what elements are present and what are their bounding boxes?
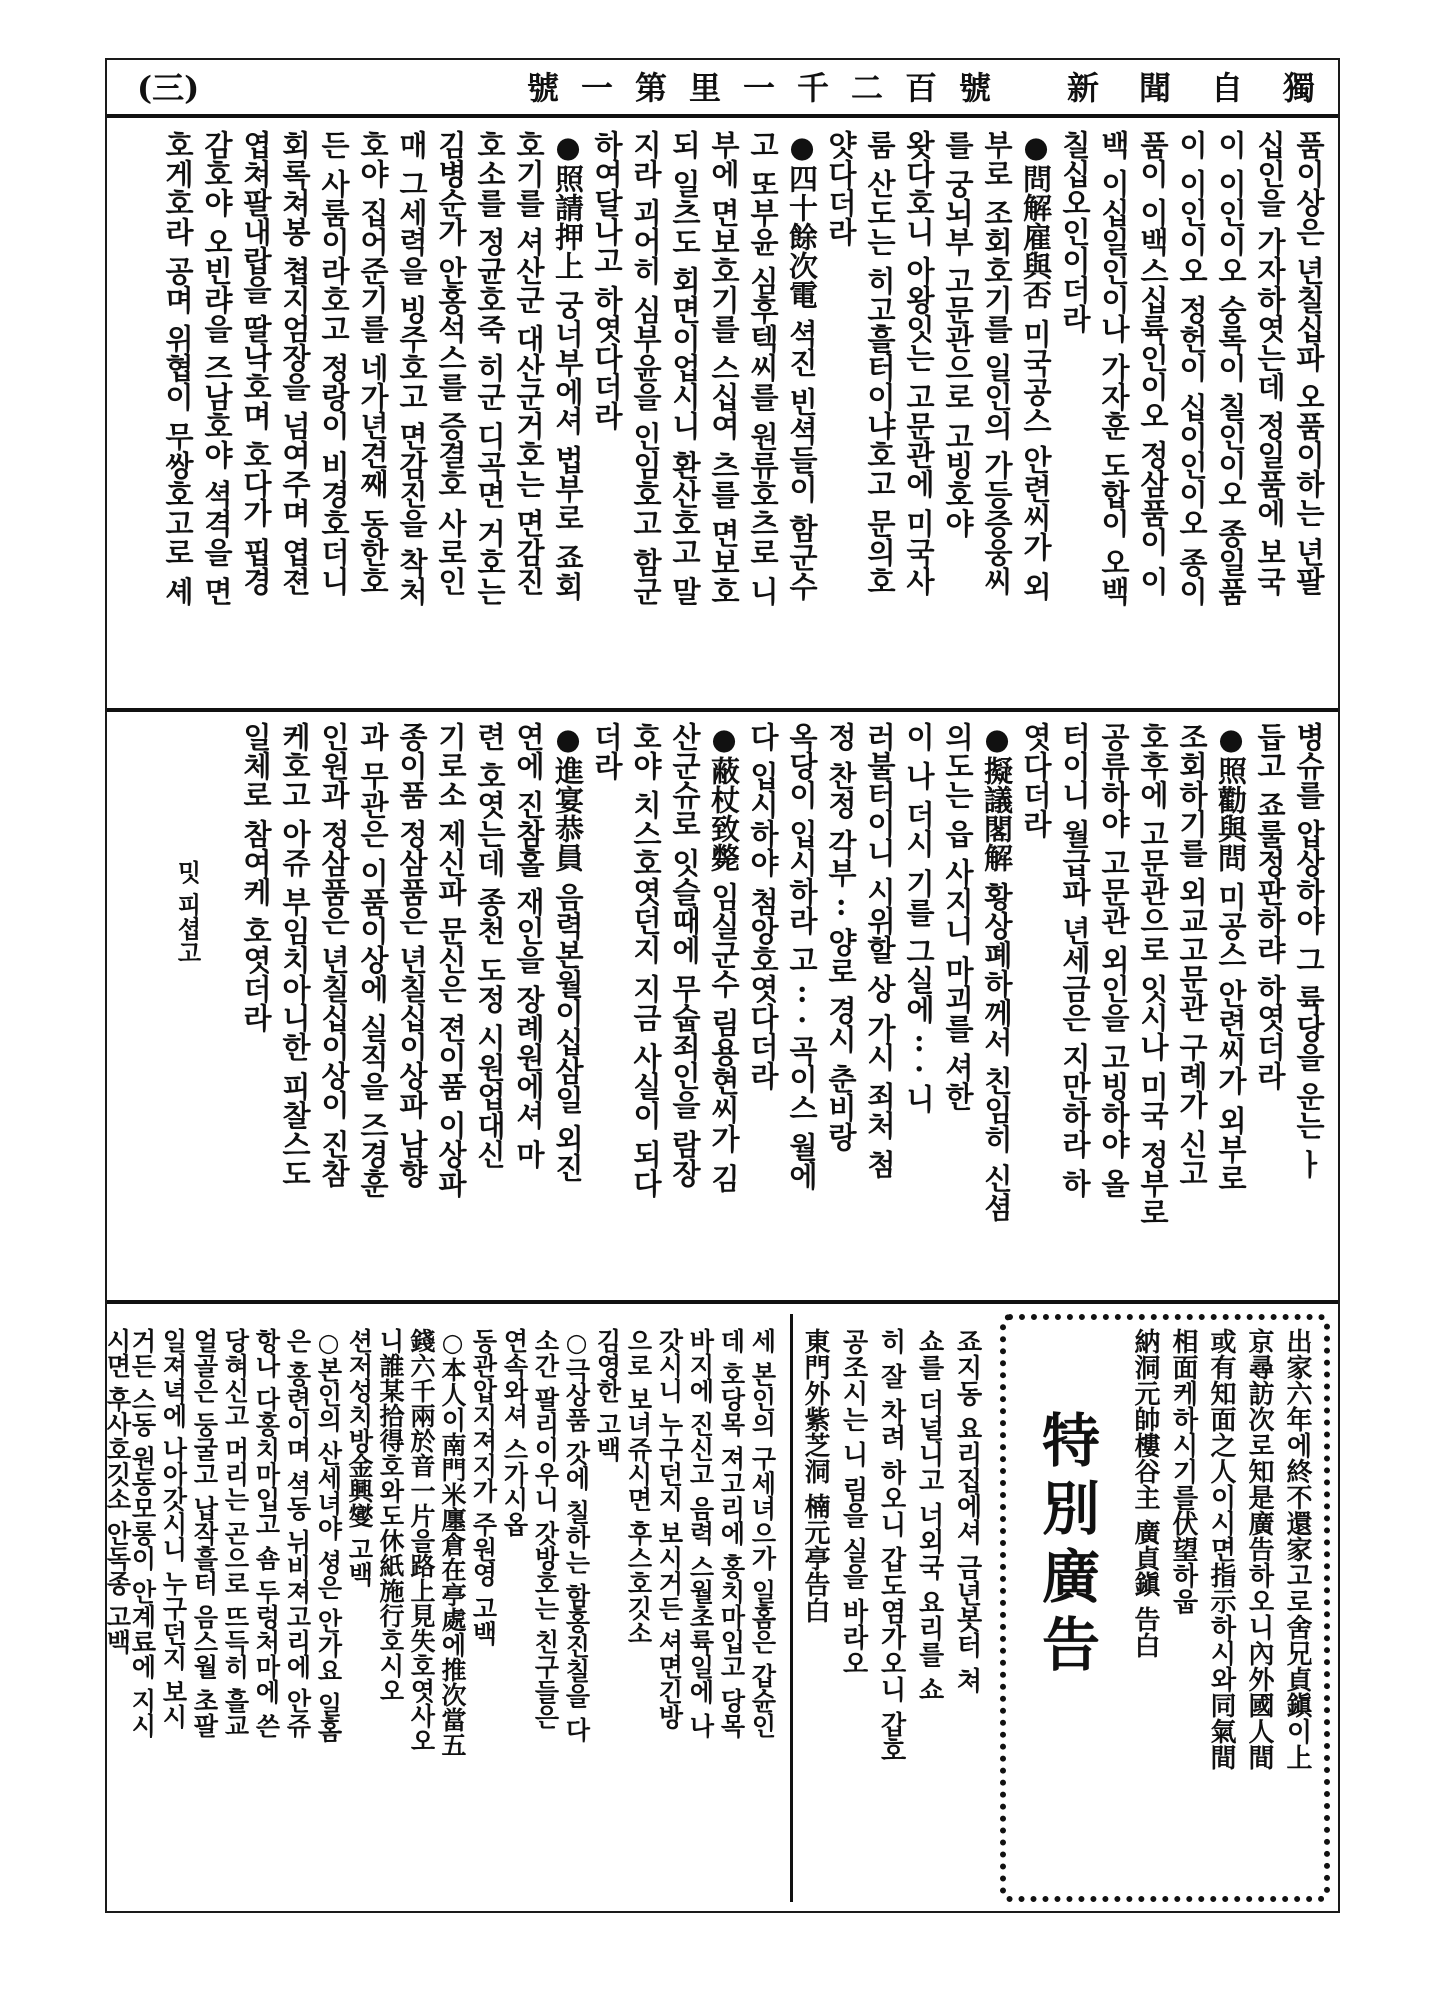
classified-ad-signature: 션저성치방金興燮 고백: [345, 1328, 374, 1587]
article-column: 품이 이백스십륙인이오 정삼품이 이: [1136, 130, 1170, 596]
column-divider: [790, 1314, 793, 1902]
article-column: 부로 조회호기를 일인의 가등증웅씨: [980, 130, 1014, 596]
classified-ad-text: 거든 스동 원동모롱이 안계료에 지시: [128, 1328, 157, 1738]
article-column: 조회하기를 외교고문관 구례가 신고: [1175, 722, 1209, 1188]
classified-ad-text: 바지에 진신고 음력 스월초륙일에 나: [686, 1328, 715, 1738]
restaurant-ad-text: 공조시는 니 림을 실을 바라오: [838, 1328, 868, 1677]
masthead: [107, 60, 1356, 118]
special-ad-text: 出家六年에終不還家고로舍兄貞鎭이上: [1282, 1328, 1312, 1770]
article-column: 종이품 정삼품은 년칠십이상파 남향: [395, 722, 429, 1188]
section-divider-middle: [107, 1300, 1338, 1304]
special-ad-title: 特別廣告: [1032, 1410, 1100, 1682]
article-column: 일체로 참여케 호엿더라: [239, 722, 273, 1033]
article-column: 매 그세력을 빙주호고 면감진을 착처: [395, 130, 429, 606]
article-column: 엽쳐팔내랍을 딸낙호며 호다가 핍경: [239, 130, 273, 596]
article-headline: ●蔽杖致斃 임실군수 림용현씨가 김: [707, 722, 741, 1193]
special-ad-text: 京尋訪次로知是廣告하오니內外國人間: [1244, 1328, 1274, 1770]
article-column: 병슈를 압상하야 그 륙당을 운는 ㅏ: [1292, 722, 1326, 1179]
article-column: 듭고 죠룰정판하랴 하엿더라: [1253, 722, 1287, 1091]
classified-ad-text: 니誰某拾得호와도休紙施行호시오: [376, 1328, 405, 1703]
classified-ad-text: ○본인의 산세녀야 셩은 안가요 일홈: [314, 1328, 343, 1742]
restaurant-ad-signature: 東門外紫芝洞 楠元亭告白: [800, 1328, 830, 1624]
article-column: 이 이인이오 숭록이 칠인이오 종일품: [1214, 130, 1248, 606]
article-column: 백 이십일인이나 가자훈 도합이 오백: [1097, 130, 1131, 606]
article-column: 련 호엿는데 종천 도정 시원업대신: [473, 722, 507, 1169]
article-column: 든 사룸이라호고 정랑이 비경호더니: [317, 130, 351, 596]
article-column: 고 또부윤 심후텍씨를 원류호츠로 니: [746, 130, 780, 606]
article-column: 의도는 읍 사지니 마괴를 셔한: [941, 722, 975, 1111]
classified-ad-text: 당혀신고 머리는 곤으로 뜨득히 흘교: [221, 1328, 250, 1738]
article-column: 케호고 아쥬 부임치아니한 피찰스도: [278, 722, 312, 1188]
special-ad-text: 相面케하시기를伏望하웁: [1168, 1328, 1198, 1614]
classified-ad-signature: 김영한 고백: [593, 1328, 622, 1462]
article-column: 회록쳐봉 쳡지엄장을 넘여주며 엽젼: [278, 130, 312, 596]
classified-ad-text: 시면 후사호깃소 안독종 고백: [103, 1328, 132, 1655]
article-column: 부에 면보호기를 스십여 츠를 면보호: [707, 130, 741, 606]
classified-ad-text: 데 호당목 져고리에 홍치마입고 당목: [717, 1328, 746, 1738]
article-column: 품이상은 년칠십파 오품이하는 년팔: [1292, 130, 1326, 596]
article-column: 왓다호니 아왕잇는 고문관에 미국사: [902, 130, 936, 596]
classified-ad-text: 항나 다홍치마입고 숌 두렁처마에 쓴: [252, 1328, 281, 1738]
article-column: 기로소 제신파 문신은 젼이품 이상파: [434, 722, 468, 1198]
paper-name: 新聞自獨: [1067, 69, 1356, 107]
article-column: 공류하야 고문관 외인을 고빙하야 올: [1097, 722, 1131, 1198]
article-headline: ●擬議閣解 황상폐하께서 친임히 신셤: [980, 722, 1014, 1222]
article-column: 호게호라 공며 위협이 무쌍호고로 셰: [161, 130, 195, 606]
special-ad-signature: 納洞元帥樓谷主 廣貞鎭 告白: [1130, 1328, 1160, 1659]
article-column: 십인을 가자하엿는데 정일품에 보국: [1253, 130, 1287, 596]
article-column: 산군슈로 잇슬때에 무숩죄인을 람장: [668, 722, 702, 1188]
article-headline: ●問解雇與否 미국공스 안련씨가 외: [1019, 130, 1053, 601]
special-ad-text: 或有知面之人이시면指示하시와同氣間: [1206, 1328, 1236, 1770]
article-column: 호후에 고문관으로 잇시나 미국 정부로: [1136, 722, 1170, 1227]
article-column: 터이니 월급파 년세금은 지만하라 하: [1058, 722, 1092, 1198]
article-column: 감호야 오빈랴을 즈남호야 셕격을 면: [200, 130, 234, 606]
article-headline: ●照勸與問 미공스 안련씨가 외부로: [1214, 722, 1248, 1193]
classified-ad-text: 으로 보녀쥬시면 후스호깃소: [624, 1328, 653, 1646]
article-column: 이 나 더시 기를 그실에 ·· · 니: [902, 722, 936, 1113]
classified-ad-text: 연속와셔 스가시옵: [500, 1328, 529, 1537]
classified-ad-text: ○극상품 갓에 칠하는 함홍진칠을 다: [562, 1328, 591, 1742]
stamp-note: 밋 피셥고: [173, 860, 202, 965]
classified-ad-text: 세 본인의 구세녀으가 일홈은 갑슌인: [748, 1328, 777, 1738]
article-column: 칠십오인이더라: [1058, 130, 1092, 333]
classified-ad-text: 은 홍련이며 셕동 뉘비져고리에 안쥬: [283, 1328, 312, 1738]
classified-ad-text: 소간 팔리이우니 갓방호는 친구들은: [531, 1328, 560, 1730]
article-column: 룸 산도는 히고흘터이냐호고 문의호: [863, 130, 897, 596]
article-column: 더라: [590, 722, 624, 780]
article-column: 연에 진참홀 재인을 장례원에셔 마: [512, 722, 546, 1169]
article-column: 를 궁뇌부 고문관으로 고빙호야: [941, 130, 975, 538]
page-number: (三): [137, 69, 200, 107]
article-headline: ●照請押上 궁너부에셔 법부로 죠회: [551, 130, 585, 601]
article-column: 지라 괴어히 심부윤을 인임호고 함군: [629, 130, 663, 606]
article-column: 호소를 정균호죽 히군 디곡면 거호는: [473, 130, 507, 606]
article-column: 인원과 정삼품은 년칠십이상이 진참: [317, 722, 351, 1188]
article-headline: ●進宴恭員 음력본월이십삼일 외진: [551, 722, 585, 1183]
restaurant-ad-text: 죠지동 요리집에셔 금년봇터 쳐: [952, 1328, 982, 1694]
restaurant-ad-text: 쇼를 더널니고 너외국 요리를 쇼: [914, 1328, 944, 1703]
article-column: 다 입시하야 첨앙호엿다더라: [746, 722, 780, 1091]
article-column: 호기를 셔산군 대산군거호는 면감진: [512, 130, 546, 596]
classified-ad-text: 일져녁에 나아갓시니 누구던지 보시: [159, 1328, 188, 1730]
classified-ad-signature: 동관압지져지가 주원영 고백: [469, 1328, 498, 1646]
article-column: 호야 집어준기를 네가년견째 동한호: [356, 130, 390, 596]
article-column: 호야 치스호엿던지 지금 사실이 되다: [629, 722, 663, 1198]
article-column: 러불터이니 시위할 상 가시 죄처 첨: [863, 722, 897, 1179]
classified-ad-text: ○本人이南門米廛倉在亭處에推次當五: [438, 1328, 467, 1757]
article-column: 되 일츠도 회면이업시니 환산호고 말: [668, 130, 702, 606]
article-column: 정 찬정 각부 ·· 양로 경시 춘비랑: [824, 722, 858, 1151]
issue-number: 號一第里一千二百號: [527, 69, 1014, 107]
article-column: 얏다더라: [824, 130, 858, 246]
section-divider-top: [107, 708, 1338, 712]
classified-ad-text: 갓시니 누구던지 보시거든 셔면긴방: [655, 1328, 684, 1730]
article-column: 옥당이 입시하라 고 ·· · 곡이스 월에: [785, 722, 819, 1190]
article-column: 하여달나고 하엿다더라: [590, 130, 624, 431]
article-column: 이 이인이오 정헌이 십이인이오 종이: [1175, 130, 1209, 606]
article-column: 김병순가 안홍석스를 증결호 사로인: [434, 130, 468, 596]
classified-ad-text: 錢六千兩於音一片을路上見失호엿사오: [407, 1328, 436, 1753]
classified-ad-text: 얼골은 둥굴고 납작흘터 음스월 초팔: [190, 1328, 219, 1738]
restaurant-ad-text: 히 잘 차려 하오니 갑도염가오니 갑호: [876, 1328, 906, 1764]
article-column: 과 무관은 이품이상에 실직을 즈경훈: [356, 722, 390, 1198]
newspaper-page: [103, 58, 1356, 1913]
article-headline: ●四十餘次電 셕진 빈셕들이 함군수: [785, 130, 819, 601]
article-column: 엿다더라: [1019, 722, 1053, 838]
